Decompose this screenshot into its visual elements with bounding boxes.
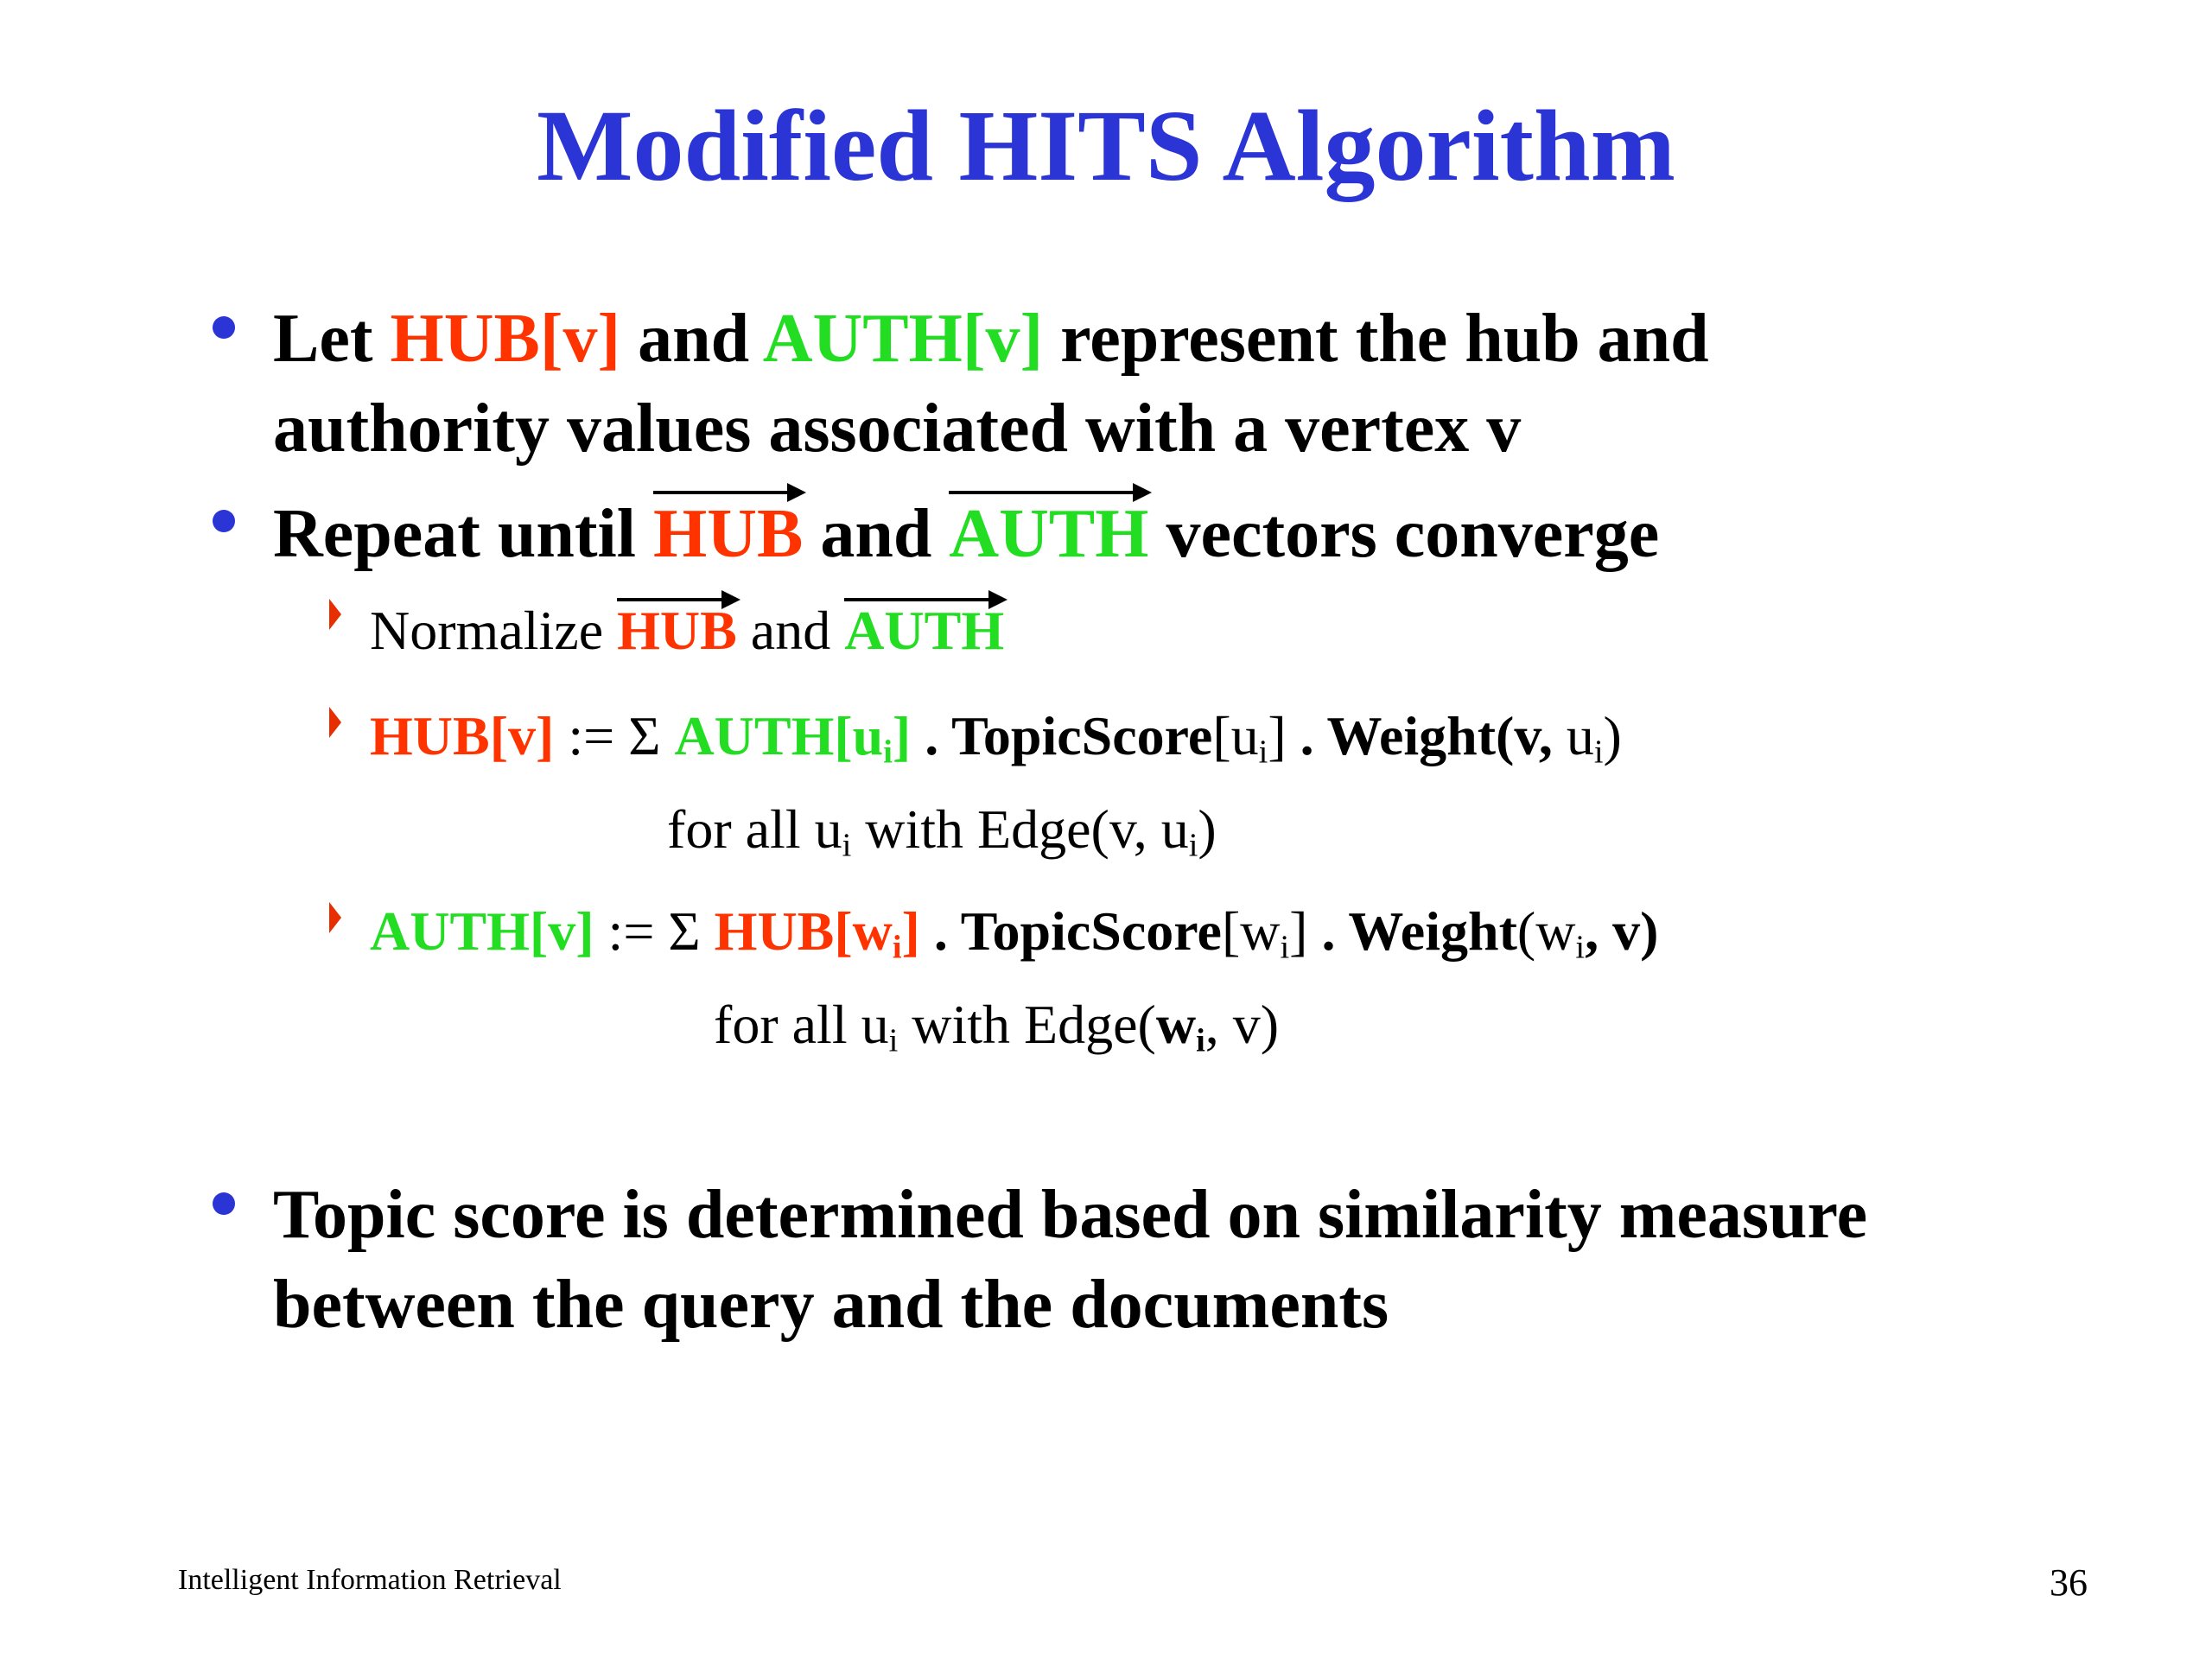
bullet-1-line-1	[273, 301, 1709, 377]
footer-course-title: Intelligent Information Retrieval	[178, 1564, 562, 1596]
subscript-i: i	[1280, 929, 1290, 966]
bracket-close: ]	[892, 705, 912, 766]
edge-text: with Edge(	[912, 994, 1156, 1055]
subscript-i: i	[1188, 827, 1198, 864]
u-arg: u	[1566, 705, 1594, 766]
bullet-2-line	[273, 496, 1660, 572]
represent-text: represent the hub and	[1060, 301, 1709, 377]
hub-vector-label: HUB	[653, 496, 804, 572]
assign-sum: := Σ	[568, 705, 661, 766]
auth-u-label: AUTH[u	[674, 705, 884, 766]
bullet-3-line-2: between the query and the documents	[273, 1267, 1389, 1343]
weight-label: . Weight(	[1300, 705, 1515, 766]
sub-bullet-triangle-3	[329, 902, 341, 933]
weight-label: . Weight	[1321, 900, 1517, 962]
vector-arrow-icon	[617, 598, 737, 601]
topicscore-arg	[1221, 900, 1308, 966]
bullet-1-line-2: authority values associated with a vertex v	[273, 391, 1522, 467]
and-text: and	[638, 301, 750, 377]
v-arg: , v)	[1205, 994, 1280, 1055]
auth-vector-label: AUTH	[949, 496, 1149, 572]
bracket-close: ]	[1268, 705, 1287, 766]
hub-vector	[617, 600, 737, 661]
forall-text: for all u	[667, 798, 842, 860]
bracket-close: ]	[1289, 900, 1308, 962]
sub-bullet-triangle-2	[329, 707, 341, 738]
hub-update-condition	[667, 798, 1217, 864]
subscript-i: i	[1593, 734, 1604, 771]
bracket-close: ]	[901, 900, 920, 962]
subscript-i: i	[1575, 929, 1586, 966]
vector-arrow-icon	[844, 598, 1004, 601]
subscript-i: i	[892, 929, 902, 966]
hub-v-term: HUB[v]	[370, 705, 555, 766]
topicscore-label: . TopicScore	[925, 705, 1213, 766]
auth-v-term: AUTH[v]	[370, 900, 594, 962]
hub-vector	[653, 496, 804, 572]
bullet-dot-2	[213, 510, 235, 532]
subscript-i: i	[888, 1022, 899, 1059]
and-text: and	[750, 600, 831, 661]
sub-bullet-triangle-1	[329, 599, 341, 630]
auth-vector	[844, 600, 1005, 661]
subscript-i: i	[1196, 1022, 1205, 1059]
auth-update-formula	[370, 900, 1659, 966]
w-term	[1155, 994, 1205, 1059]
v-arg: v,	[1514, 705, 1553, 766]
auth-vector-label: AUTH	[844, 600, 1005, 661]
hub-wi-term	[714, 900, 920, 966]
subscript-i: i	[883, 734, 893, 771]
subscript-i: i	[1258, 734, 1268, 771]
normalize-text: Normalize	[370, 600, 604, 661]
vector-arrow-icon	[949, 491, 1148, 494]
auth-update-condition	[714, 994, 1280, 1059]
w-arg: [w	[1221, 900, 1281, 962]
page-number: 36	[2050, 1561, 2088, 1604]
topicscore-arg	[1212, 705, 1287, 771]
auth-vector	[949, 496, 1149, 572]
bullet-3-line-1: Topic score is determined based on similarity measure	[273, 1177, 1868, 1253]
vector-arrow-icon	[653, 491, 803, 494]
edge-text: with Edge(v, u	[865, 798, 1189, 860]
let-text: Let	[273, 301, 373, 377]
slide-title: Modified HITS Algorithm	[537, 89, 1675, 202]
bullet-dot-3	[213, 1192, 235, 1215]
assign-sum: := Σ	[607, 900, 701, 962]
and-text: and	[820, 496, 932, 572]
bullet-dot-1	[213, 316, 235, 339]
auth-v-term: AUTH[v]	[762, 301, 1044, 377]
converge-text: vectors converge	[1166, 496, 1660, 572]
paren-close: )	[1603, 705, 1622, 766]
w-label: w	[1155, 994, 1197, 1055]
forall-text: for all u	[714, 994, 889, 1055]
u-arg: [u	[1212, 705, 1259, 766]
subscript-i: i	[842, 827, 852, 864]
topicscore-label: . TopicScore	[933, 900, 1222, 962]
hub-vector-label: HUB	[617, 600, 737, 661]
sub-bullet-1-line	[370, 600, 1005, 661]
hub-w-label: HUB[w	[714, 900, 893, 962]
paren-close: )	[1198, 798, 1217, 860]
w-arg: (w	[1516, 900, 1576, 962]
auth-ui-term	[674, 705, 912, 771]
repeat-text: Repeat until	[273, 496, 636, 572]
v-arg: , v)	[1585, 900, 1659, 962]
hub-update-formula	[370, 705, 1622, 771]
hub-v-term: HUB[v]	[390, 301, 621, 377]
